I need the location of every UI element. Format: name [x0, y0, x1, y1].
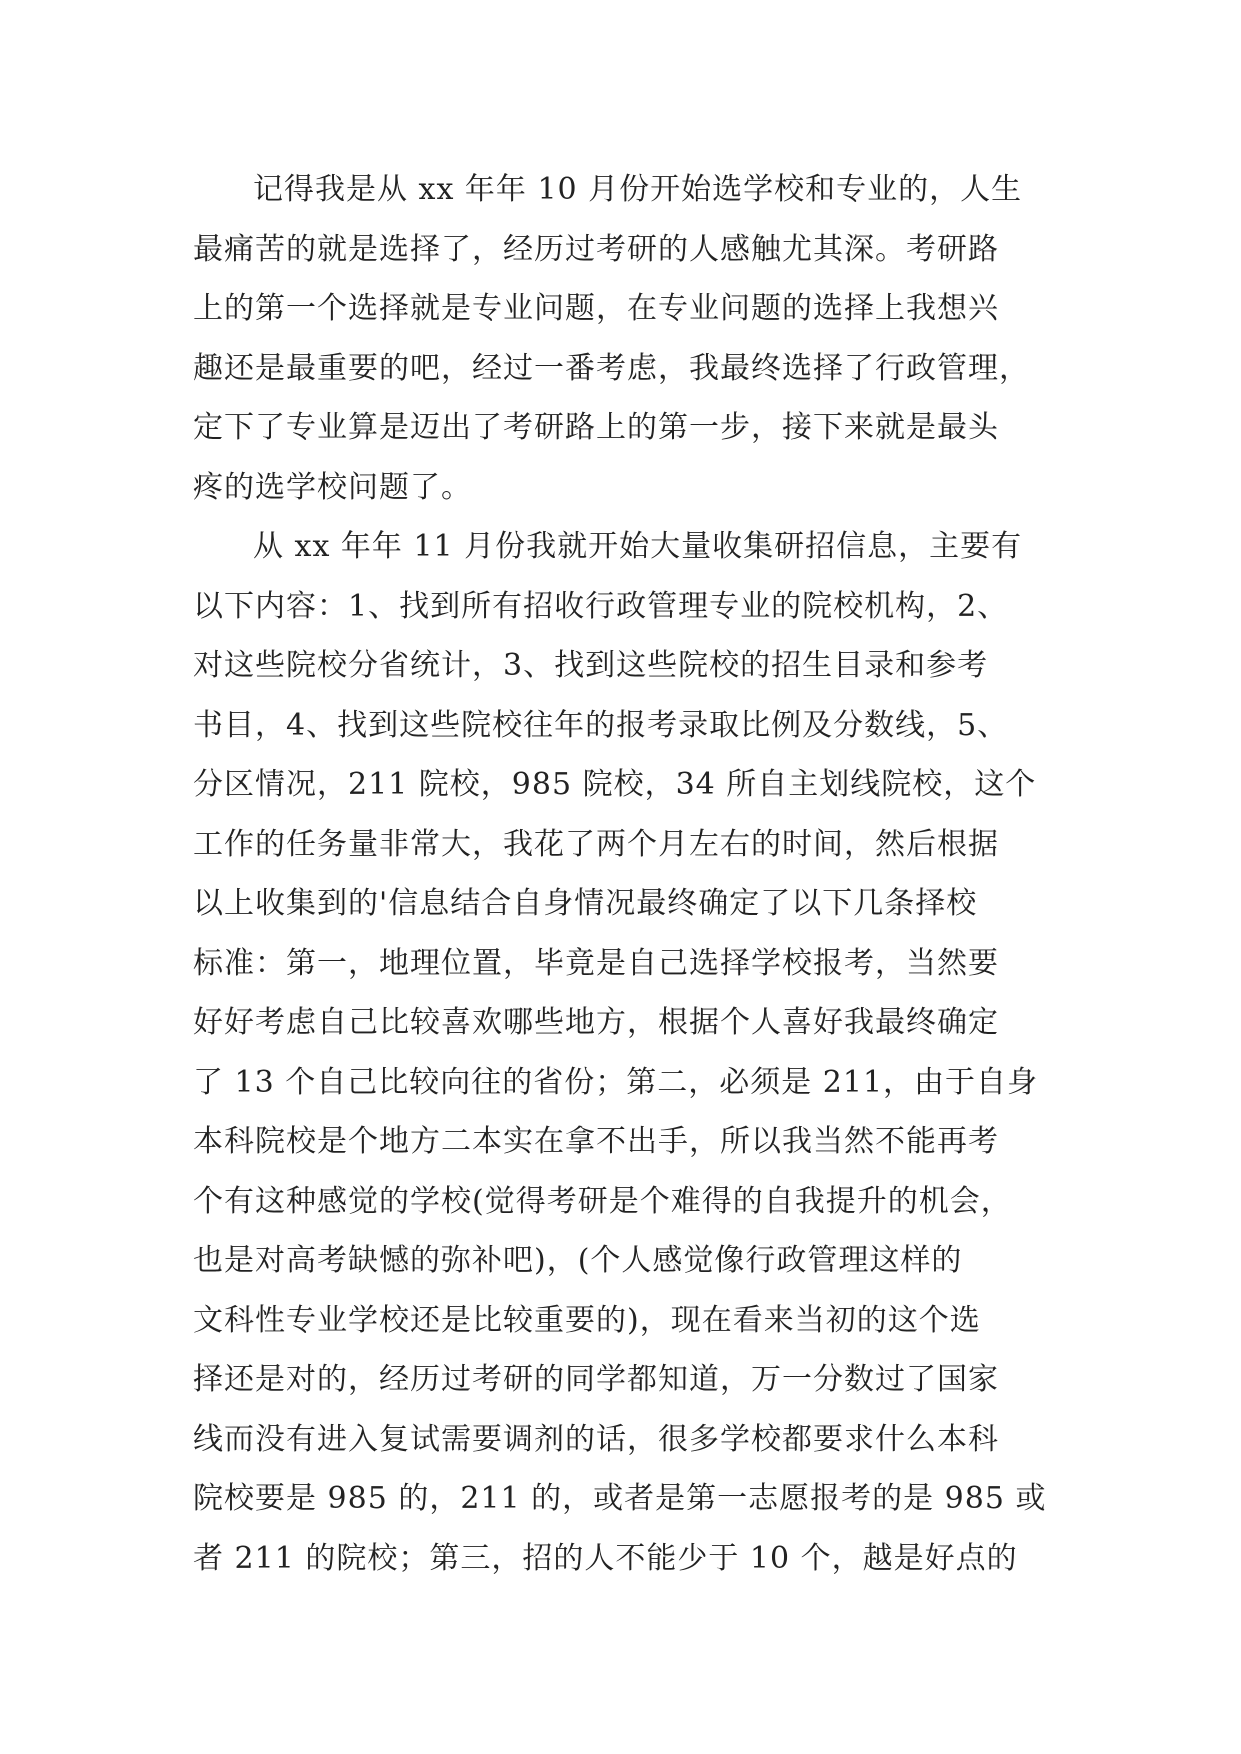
text-line: 对这些院校分省统计，3、找到这些院校的招生目录和参考 [193, 648, 989, 683]
text-line: 文科性专业学校还是比较重要的)，现在看来当初的这个选 [193, 1302, 981, 1338]
text-line: 院校要是 985 的，211 的，或者是第一志愿报考的是 985 或 [193, 1481, 1047, 1516]
text-line: 上的第一个选择就是专业问题，在专业问题的选择上我想兴 [193, 291, 999, 326]
text-line: 标准：第一，地理位置，毕竟是自己选择学校报考，当然要 [193, 945, 999, 981]
text-line: 个有这种感觉的学校(觉得考研是个难得的自我提升的机会， [193, 1183, 1012, 1219]
text-line: 从 xx 年年 11 月份我就开始大量收集研招信息，主要有 [253, 529, 1023, 564]
text-line: 好好考虑自己比较喜欢哪些地方，根据个人喜好我最终确定 [193, 1005, 999, 1040]
text-line: 以上收集到的'信息结合自身情况最终确定了以下几条择校 [193, 886, 978, 921]
text-line: 记得我是从 xx 年年 10 月份开始选学校和专业的，人生 [253, 172, 1023, 207]
text-line: 定下了专业算是迈出了考研路上的第一步，接下来就是最头 [193, 410, 999, 445]
paragraph-school-choice-intro [193, 160, 1053, 517]
text-line: 择还是对的，经历过考研的同学都知道，万一分数过了国家 [193, 1362, 999, 1397]
document-body [193, 160, 1053, 1588]
text-line: 工作的任务量非常大，我花了两个月左右的时间，然后根据 [193, 826, 999, 862]
text-line: 分区情况，211 院校，985 院校，34 所自主划线院校，这个 [193, 767, 1037, 802]
text-line: 疼的选学校问题了。 [193, 469, 472, 505]
paragraph-info-collection [193, 517, 1053, 1588]
text-line: 趣还是最重要的吧，经过一番考虑，我最终选择了行政管理， [193, 350, 1030, 386]
text-line: 者 211 的院校；第三，招的人不能少于 10 个，越是好点的 [193, 1540, 1018, 1576]
text-line: 了 13 个自己比较向往的省份；第二，必须是 211，由于自身 [193, 1064, 1039, 1100]
text-line: 线而没有进入复试需要调剂的话，很多学校都要求什么本科 [193, 1421, 999, 1457]
text-line: 以下内容：1、找到所有招收行政管理专业的院校机构，2、 [193, 588, 1009, 624]
text-line: 书目，4、找到这些院校往年的报考录取比例及分数线，5、 [193, 707, 1009, 743]
text-line: 本科院校是个地方二本实在拿不出手，所以我当然不能再考 [193, 1124, 999, 1159]
text-line: 也是对高考缺憾的弥补吧)，(个人感觉像行政管理这样的 [193, 1243, 963, 1278]
text-line: 最痛苦的就是选择了，经历过考研的人感触尤其深。考研路 [193, 231, 999, 267]
